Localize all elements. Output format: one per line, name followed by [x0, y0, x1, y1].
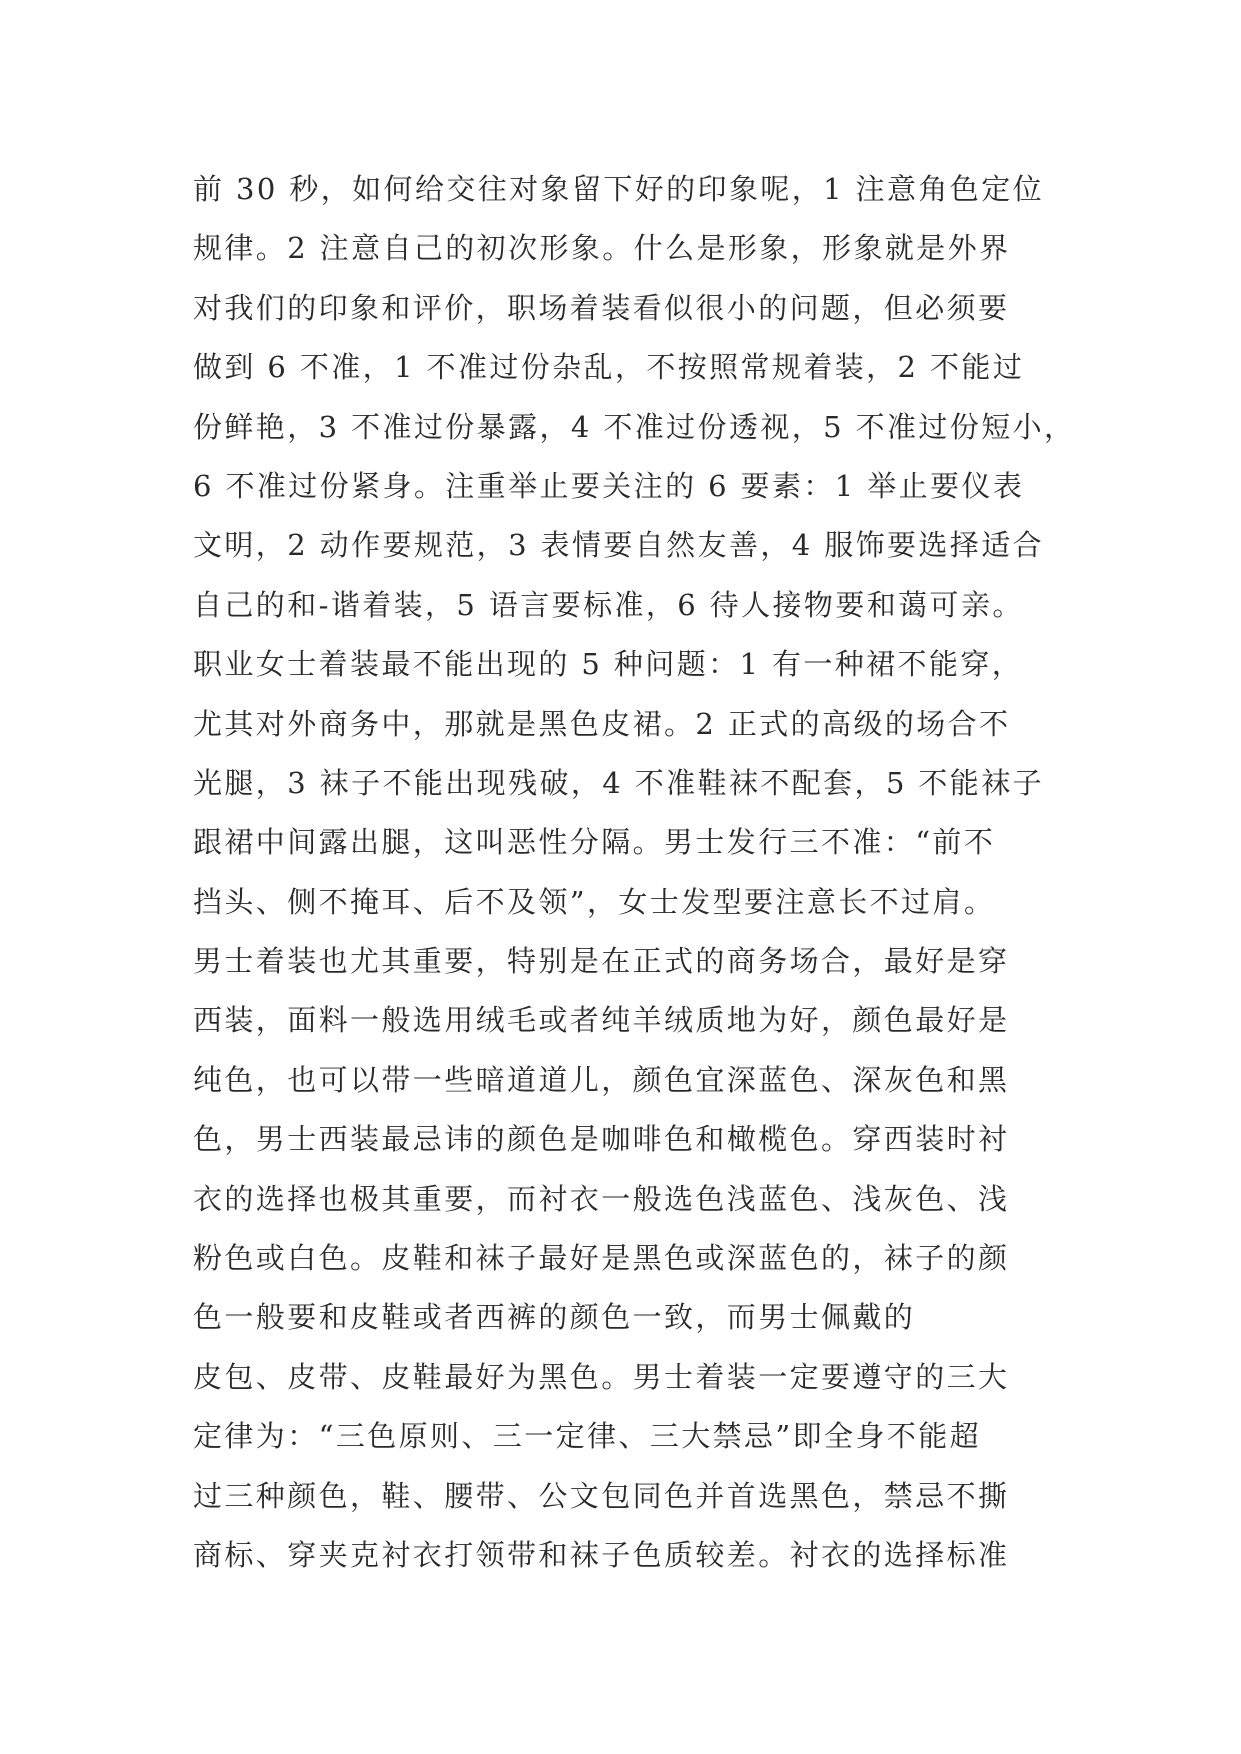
text-line: 西装，面料一般选用绒毛或者纯羊绒质地为好，颜色最好是 — [193, 1003, 1010, 1038]
text-line: 尤其对外商务中，那就是黑色皮裙。2 正式的高级的场合不 — [193, 706, 1011, 741]
text-line: 挡头、侧不掩耳、后不及领”，女士发型要注意长不过肩。 — [193, 884, 996, 919]
text-line: 衣的选择也极其重要，而衬衣一般选色浅蓝色、浅灰色、浅 — [193, 1181, 1010, 1216]
text-line: 文明，2 动作要规范，3 表情要自然友善，4 服饰要选择适合 — [193, 528, 1045, 563]
text-line: 做到 6 不准，1 不准过份杂乱，不按照常规着装，2 不能过 — [193, 350, 1025, 385]
text-line: 跟裙中间露出腿，这叫恶性分隔。男士发行三不准：“前不 — [193, 825, 996, 860]
text-line: 色一般要和皮鞋或者西裤的颜色一致，而男士佩戴的 — [193, 1300, 916, 1335]
text-line: 商标、穿夹克衬衣打领带和袜子色质较差。衬衣的选择标准 — [193, 1537, 1010, 1572]
text-line: 定律为：“三色原则、三一定律、三大禁忌”即全身不能超 — [193, 1419, 982, 1454]
text-line: 份鲜艳，3 不准过份暴露，4 不准过份透视，5 不准过份短小， — [193, 409, 1076, 444]
body-text — [193, 160, 1076, 1585]
text-line: 光腿，3 袜子不能出现残破，4 不准鞋袜不配套，5 不能袜子 — [193, 765, 1045, 800]
text-line: 粉色或白色。皮鞋和袜子最好是黑色或深蓝色的，袜子的颜 — [193, 1241, 1010, 1276]
text-line: 男士着装也尤其重要，特别是在正式的商务场合，最好是穿 — [193, 944, 1010, 979]
text-line: 6 不准过份紧身。注重举止要关注的 6 要素：1 举止要仪表 — [193, 468, 1025, 503]
text-line: 对我们的印象和评价，职场着装看似很小的问题，但必须要 — [193, 290, 1010, 325]
text-line: 前 30 秒，如何给交往对象留下好的印象呢，1 注意角色定位 — [193, 172, 1045, 206]
text-line: 皮包、皮带、皮鞋最好为黑色。男士着装一定要遵守的三大 — [193, 1359, 1010, 1394]
text-line: 纯色，也可以带一些暗道道儿，颜色宜深蓝色、深灰色和黑 — [193, 1062, 1010, 1097]
text-line: 过三种颜色，鞋、腰带、公文包同色并首选黑色，禁忌不撕 — [193, 1478, 1010, 1513]
text-line: 色，男士西装最忌讳的颜色是咖啡色和橄榄色。穿西装时衬 — [193, 1122, 1010, 1157]
text-line: 自己的和-谐着装，5 语言要标准，6 待人接物要和蔼可亲。 — [193, 587, 1024, 622]
text-line: 职业女士着装最不能出现的 5 种问题：1 有一种裙不能穿， — [193, 647, 1024, 682]
text-line: 规律。2 注意自己的初次形象。什么是形象，形象就是外界 — [193, 231, 1011, 266]
